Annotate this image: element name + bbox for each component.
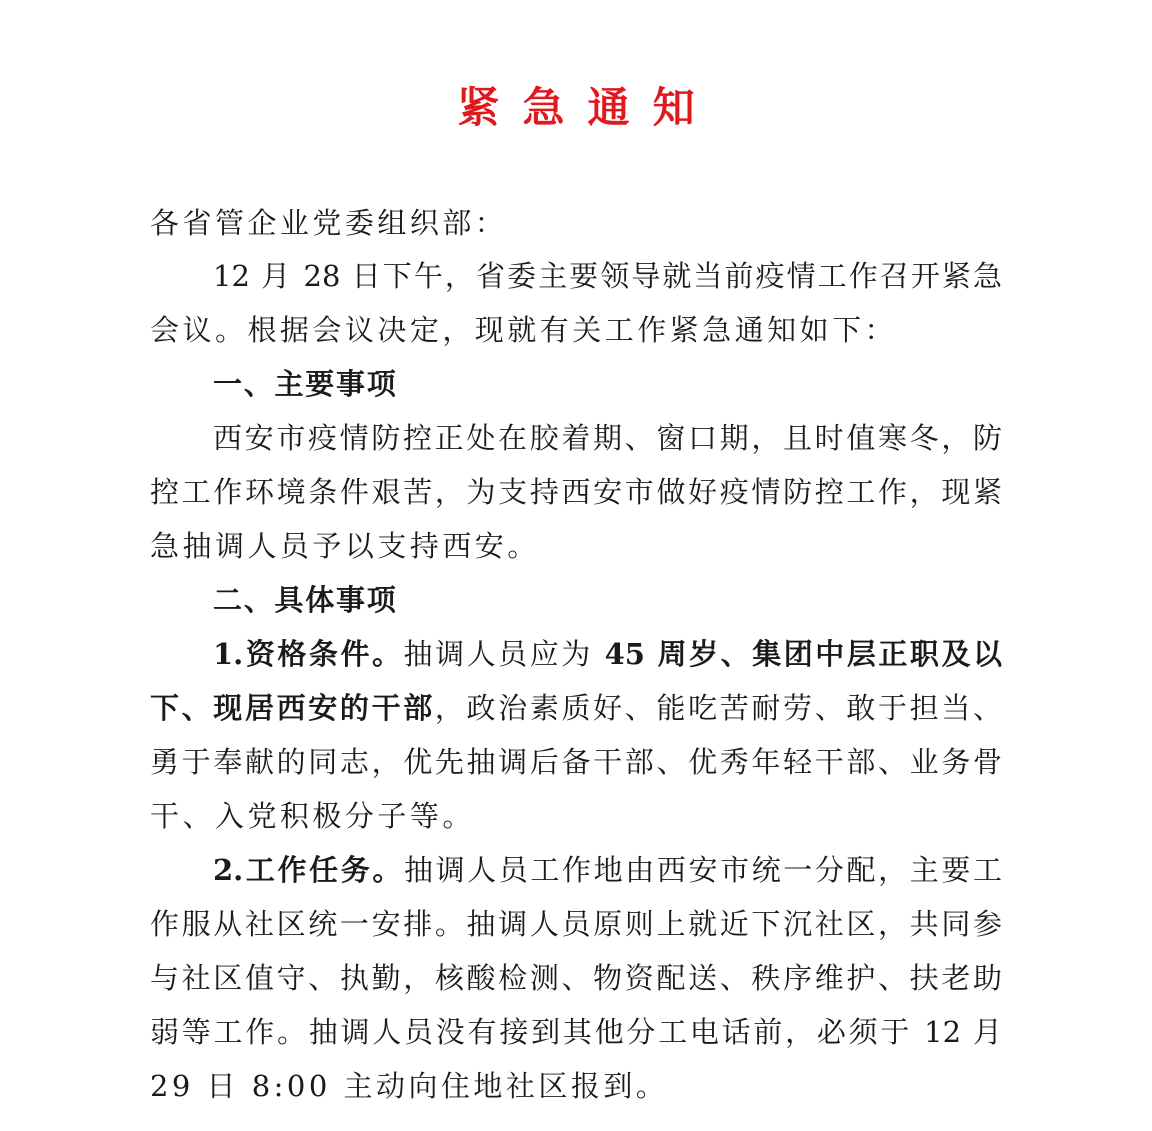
item1-line2-bold: 下、现居西安的干部 <box>150 691 435 725</box>
notice-title: 紧急通知 <box>457 83 718 132</box>
item2-line-3: 与社区值守、执勤，核酸检测、物资配送、秩序维护、扶老助 <box>150 961 1002 995</box>
item1-line1-bold: 45 周岁、集团中层正职及以 <box>604 637 1003 671</box>
item1-line-2 <box>150 688 1002 728</box>
intro-line-2: 会议。根据会议决定，现就有关工作紧急通知如下： <box>150 313 898 347</box>
section1-line-3: 急抽调人员予以支持西安。 <box>150 529 540 563</box>
section2-heading: 二、具体事项 <box>213 583 398 617</box>
item1-line1-plain: 抽调人员应为 <box>403 637 605 671</box>
section1-line-1: 西安市疫情防控正处在胶着期、窗口期，且时值寒冬，防 <box>213 421 1002 455</box>
item1-line-4: 干、入党积极分子等。 <box>150 799 475 833</box>
section1-heading: 一、主要事项 <box>213 367 398 401</box>
item2-line-1 <box>213 850 1002 890</box>
item2-line-5: 29 日 8:00 主动向住地社区报到。 <box>150 1069 669 1103</box>
item1-line-1 <box>213 634 1002 674</box>
item1-line2-plain: ，政治素质好、能吃苦耐劳、敢于担当、 <box>434 691 1002 725</box>
item2-label: 2.工作任务。 <box>213 853 404 887</box>
intro-line-1: 12 月 28 日下午，省委主要领导就当前疫情工作召开紧急 <box>213 259 1002 293</box>
salutation: 各省管企业党委组织部： <box>150 206 508 240</box>
item2-line-4: 弱等工作。抽调人员没有接到其他分工电话前，必须于 12 月 <box>150 1015 1002 1049</box>
section1-line-2: 控工作环境条件艰苦，为支持西安市做好疫情防控工作，现紧 <box>150 475 1002 509</box>
item1-label: 1.资格条件。 <box>213 637 404 671</box>
item1-line-3: 勇于奉献的同志，优先抽调后备干部、优秀年轻干部、业务骨 <box>150 745 1002 779</box>
item2-line1-plain: 抽调人员工作地由西安市统一分配，主要工 <box>403 853 1002 887</box>
item2-line-2: 作服从社区统一安排。抽调人员原则上就近下沉社区，共同参 <box>150 907 1002 941</box>
